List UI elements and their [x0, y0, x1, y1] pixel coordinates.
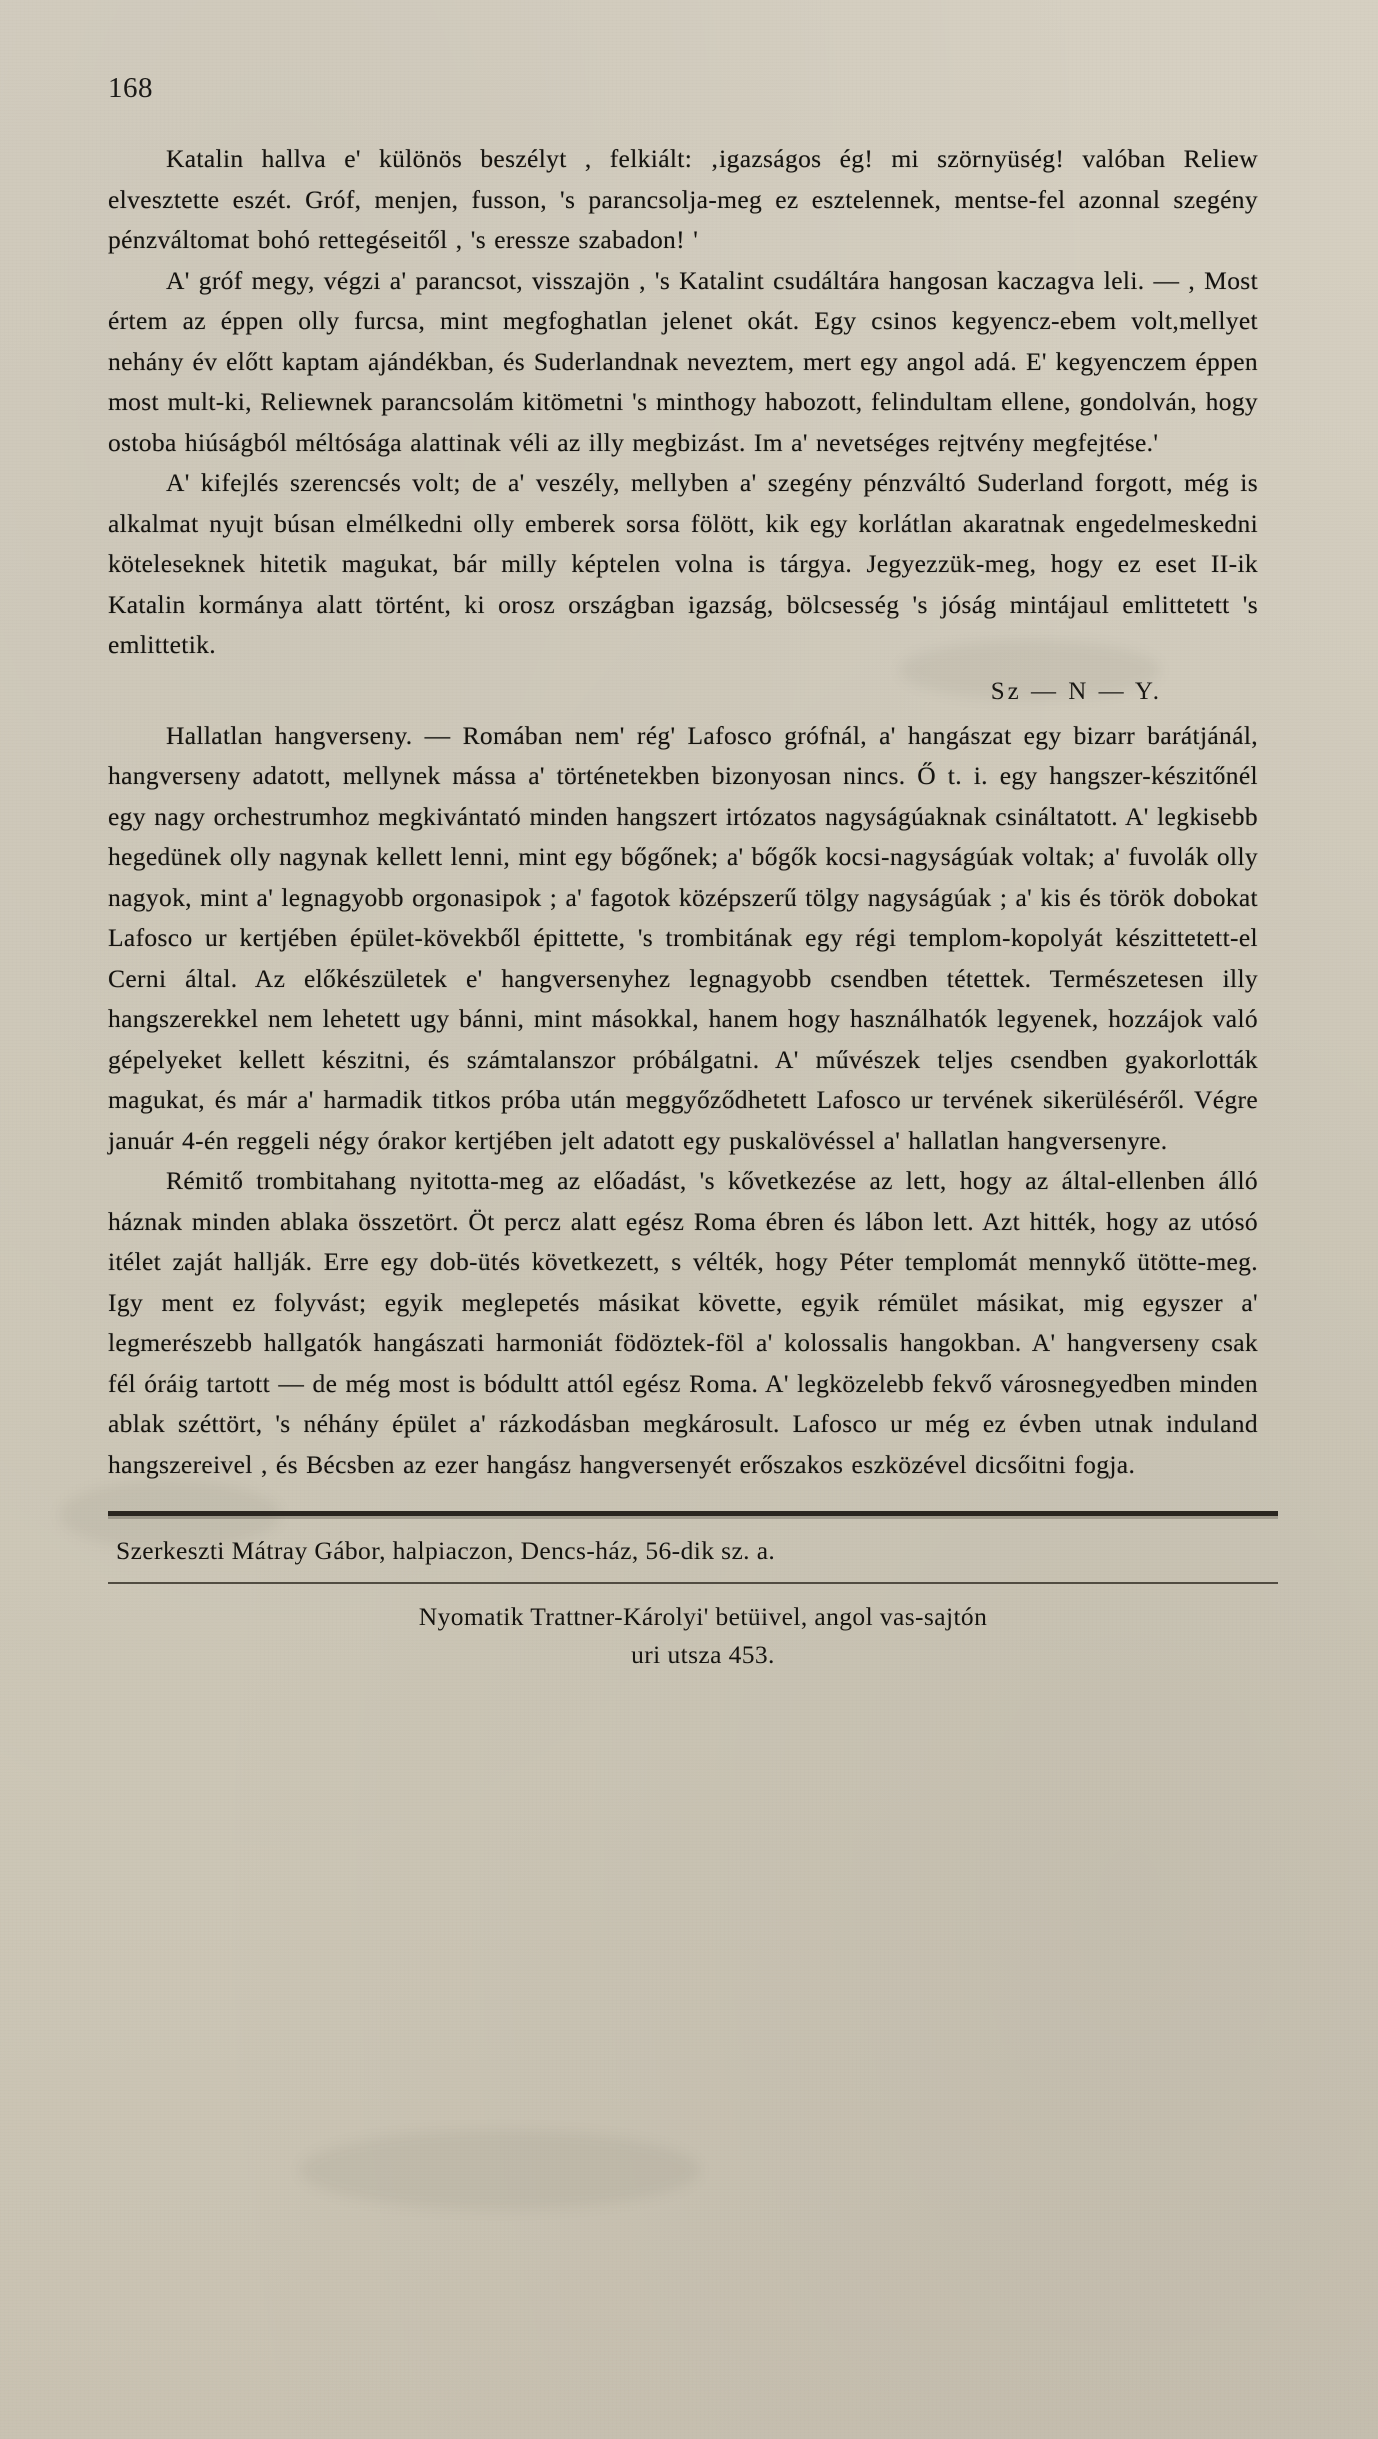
paragraph: Katalin hallva e' különös beszélyt , felkiált: ‚igazságos ég! mi szörnyüség! valóban Reliew elvesztette eszét. Gróf, menjen, fusson, 's parancsolja-meg ez esztelennek, mentse-fel azonnal szegény pénzváltomat bohó rettegéseitől , 's eressze szabadon! ' [108, 144, 1258, 254]
divider-thin [108, 1582, 1278, 1584]
paragraph: A' kifejlés szerencsés volt; de a' veszély, mellyben a' szegény pénzváltó Suderland forgott, még is alkalmat nyujt búsan elmélkedni olly emberek sorsa fölött, kik egy korlátlan akaratnak engedelmeskedni köteleseknek hitetik magukat, bár milly képtelen volna is tárgya. Jegyezzük-meg, hogy ez eset II-ik Katalin kormánya alatt történt, ki orosz országban igazság, bölcsesség 's jóság mintájaul emlittetett 's emlittetik. [108, 468, 1258, 659]
article-hangverseny [108, 716, 1258, 1486]
paragraph: Hallatlan hangverseny. — Romában nem' rég' Lafosco grófnál, a' hangászat egy bizarr barátjánál, hangverseny adatott, mellynek mássa a' történetekben bizonyosan nincs. Ő t. i. egy hangszer-készitőnél egy nagy orchestrumhoz megkivántató minden hangszert irtózatos nagyságúaknak csináltatott. A' legkisebb hegedünek olly nagynak kellett lenni, mint egy bőgőnek; a' bőgők kocsi-nagyságúak voltak; a' fuvolák olly nagyok, mint a' legnagyobb orgonasipok ; a' fagotok középszerű tölgy nagyságúak ; a' kis és török dobokat Lafosco ur kertjében épület-kövekből épittette, 's trombitának egy régi templom-kopolyát készittetett-el Cerni által. Az előkészületek e' hangversenyhez legnagyobb csendben tétettek. Természetesen illy hangszerekkel nem lehetett ugy bánni, mint másokkal, hanem hogy használhatók legyenek, hozzájok való gépelyeket kellett készitni, és számtalanszor próbálgatni. A' művészek teljes csendben gyakorlották magukat, és már a' harmadik titkos próba után meggyőződhetett Lafosco ur tervének sikerüléséről. Végre január 4-én reggeli négy órakor kertjében jelt adatott egy puskalövéssel a' hallatlan hangversenyre. [108, 720, 1258, 1155]
printer-line-1: Nyomatik Trattner-Károlyi' betüivel, angol vas-sajtón [418, 1602, 988, 1631]
paper-smudge [300, 2130, 700, 2210]
page-content [108, 72, 1278, 1674]
editor-imprint: Szerkeszti Mátray Gábor, halpiaczon, Dencs-ház, 56-dik sz. a. [116, 1536, 776, 1565]
divider-thick [108, 1511, 1278, 1516]
printer-imprint [108, 1598, 1278, 1674]
article-katalin [108, 139, 1258, 706]
printer-line-2: uri utsza 453. [631, 1640, 775, 1669]
article-signature: Sz — N — Y. [990, 677, 1162, 705]
paragraph: Rémitő trombitahang nyitotta-meg az előadást, 's kővetkezése az lett, hogy az által-ellenben álló háznak minden ablaka összetört. Öt percz alatt egész Roma ébren és lábon lett. Azt hitték, hogy az utósó itélet zaját hallják. Erre egy dob-ütés következett, s vélték, hogy Péter templomát mennykő ütötte-meg. Igy ment ez folyvást; egyik meglepetés másikat követte, egyik rémület másikat, mig egyszer a' legmerészebb hallgatók hangászati harmoniát födöztek-föl a' kolossalis hangokban. A' hangverseny csak fél óráig tartott — de még most is bódultt attól egész Roma. A' legközelebb fekvő városnegyedben minden ablak széttört, 's néhány épület a' rázkodásban megkárosult. Lafosco ur még ez évben utnak induland hangszereivel , és Bécsben az ezer hangász hangversenyét erőszakos eszközével dicsőitni fogja. [108, 1166, 1258, 1479]
paragraph: A' gróf megy, végzi a' parancsot, visszajön , 's Katalint csudáltára hangosan kaczagva leli. — , Most értem az éppen olly furcsa, mint megfoghatlan jelenet okát. Egy csinos kegyencz-ebem volt,mellyet nehány év előtt kaptam ajándékban, és Suderlandnak neveztem, mert egy angol adá. E' kegyenczem éppen most mult-ki, Reliewnek parancsolám kitömetni 's minthogy habozott, felindultam ellene, gondolván, hogy ostoba hiúságból méltósága alattinak véli az illy megbizást. Im a' nevetséges rejtvény megfejtése.' [108, 265, 1258, 457]
page-number: 168 [108, 72, 153, 104]
